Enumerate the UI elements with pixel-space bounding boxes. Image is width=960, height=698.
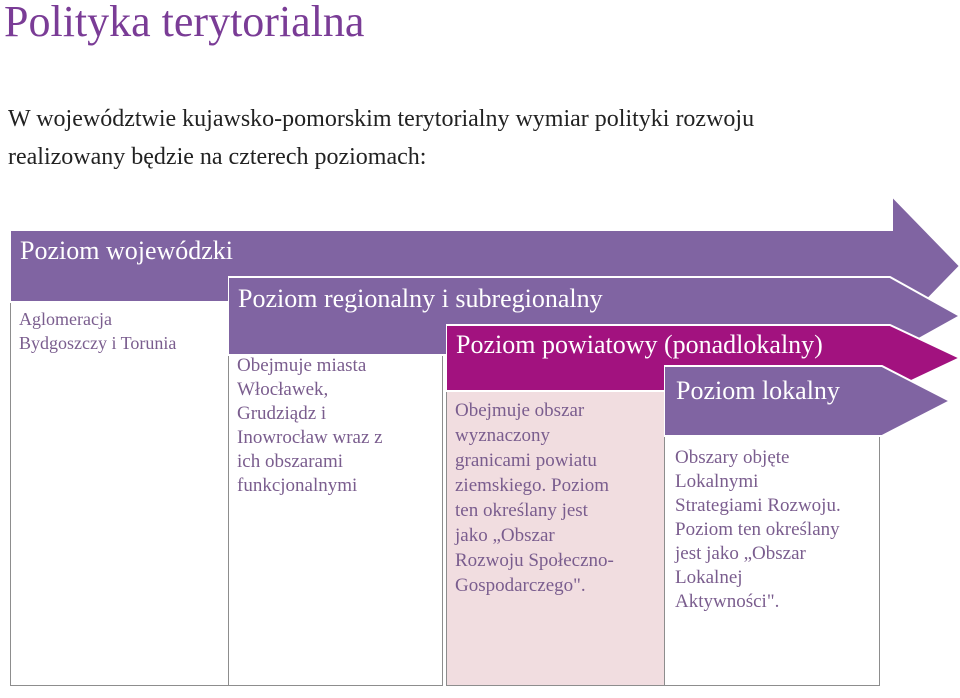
level-2-line: Włocławek, — [237, 379, 329, 400]
level-2-heading: Poziom regionalny i subregionalny — [238, 284, 603, 313]
level-3-line: Gospodarczego". — [455, 575, 586, 596]
slide-title: Polityka terytorialna — [4, 0, 365, 46]
level-4-line: Strategiami Rozwoju. — [675, 495, 841, 516]
intro-line-2: realizowany będzie na czterech poziomach: — [8, 144, 427, 170]
level-3-line: ziemskiego. Poziom — [455, 475, 610, 496]
intro-line-1: W województwie kujawsko-pomorskim terytorialny wymiar polityki rozwoju — [8, 106, 755, 132]
level-4-line: Poziom ten określany — [675, 519, 840, 540]
level-3-line: granicami powiatu — [455, 450, 597, 471]
level-2-line: ich obszarami — [237, 451, 344, 472]
level-4-line: jest jako „Obszar — [675, 543, 806, 564]
level-3-line: Obejmuje obszar — [455, 400, 585, 421]
level-1-heading: Poziom wojewódzki — [20, 236, 234, 265]
level-2-box — [228, 318, 443, 686]
level-2-line: Inowrocław wraz z — [237, 427, 383, 448]
level-1-line: Bydgoszczy i Torunia — [19, 333, 177, 353]
level-3-heading: Poziom powiatowy (ponadlokalny) — [456, 330, 823, 359]
level-3-line: jako „Obszar — [455, 525, 555, 546]
level-4-box — [664, 436, 880, 686]
level-2-line: Grudziądz i — [237, 403, 327, 424]
level-1-line: Aglomeracja — [19, 309, 112, 329]
level-4-line: Lokalnej — [675, 567, 743, 588]
level-2-line: Obejmuje miasta — [237, 355, 367, 376]
level-3-line: wyznaczony — [455, 425, 550, 446]
level-2-line: funkcjonalnymi — [237, 475, 358, 496]
level-3-line: ten określany jest — [455, 500, 588, 521]
level-3-box — [446, 372, 668, 686]
level-4-line: Aktywności". — [675, 591, 780, 612]
level-4-line: Obszary objęte — [675, 447, 790, 468]
level-4-heading: Poziom lokalny — [676, 376, 840, 405]
level-3-line: Rozwoju Społeczno- — [455, 550, 614, 571]
level-4-line: Lokalnymi — [675, 471, 759, 492]
